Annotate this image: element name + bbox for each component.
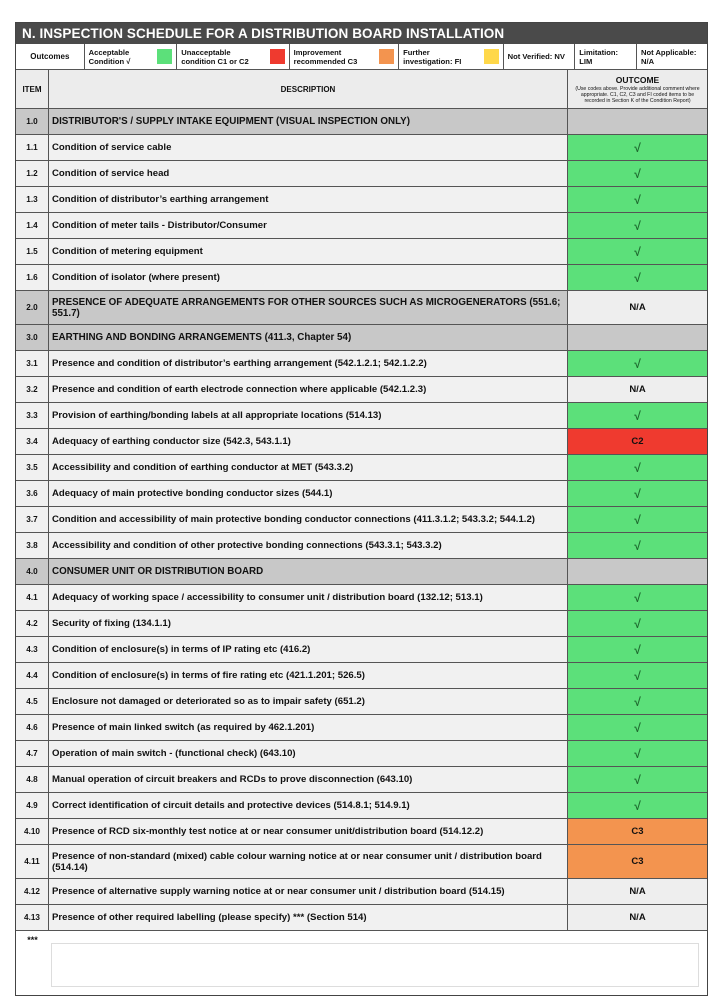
row-item-number: 1.6 — [16, 265, 49, 290]
row-description: Adequacy of main protective bonding conductor sizes (544.1) — [49, 481, 568, 506]
table-row — [16, 533, 707, 559]
row-item-number: 4.2 — [16, 611, 49, 636]
row-outcome-check[interactable]: √ — [568, 767, 707, 792]
row-outcome-check[interactable]: √ — [568, 481, 707, 506]
row-description: Presence and condition of earth electrode connection where applicable (542.1.2.3) — [49, 377, 568, 402]
row-item-number: 4.10 — [16, 819, 49, 844]
row-description: Presence of non-standard (mixed) cable colour warning notice at or near consumer unit / distribution board (514.14) — [49, 845, 568, 878]
row-outcome-check[interactable]: √ — [568, 403, 707, 428]
row-description: Adequacy of earthing conductor size (542.3, 543.1.1) — [49, 429, 568, 454]
row-outcome[interactable]: N/A — [568, 377, 707, 402]
legend-not-applicable — [637, 44, 707, 69]
legend-not-verified — [504, 44, 576, 69]
row-description: Provision of earthing/bonding labels at all appropriate locations (514.13) — [49, 403, 568, 428]
legend-improvement-text: Improvement recommended C3 — [293, 47, 358, 66]
notes-field[interactable] — [51, 943, 699, 987]
row-item-number: 2.0 — [16, 291, 49, 324]
row-outcome-check[interactable]: √ — [568, 187, 707, 212]
table-row — [16, 265, 707, 291]
outcomes-legend — [16, 44, 707, 70]
legend-further-investigation — [399, 44, 503, 69]
row-description: Presence of alternative supply warning notice at or near consumer unit / distribution board (514.15) — [49, 879, 568, 904]
table-row — [16, 905, 707, 931]
row-description: Condition of isolator (where present) — [49, 265, 568, 290]
legend-improvement — [290, 44, 399, 69]
table-row — [16, 741, 707, 767]
table-row — [16, 325, 707, 351]
row-item-number: 4.5 — [16, 689, 49, 714]
row-item-number: 4.1 — [16, 585, 49, 610]
row-description: Condition of distributor’s earthing arrangement — [49, 187, 568, 212]
table-row — [16, 481, 707, 507]
row-item-number: 4.3 — [16, 637, 49, 662]
table-row — [16, 377, 707, 403]
row-outcome-check[interactable]: √ — [568, 239, 707, 264]
row-outcome[interactable]: N/A — [568, 905, 707, 930]
row-outcome-check[interactable]: √ — [568, 663, 707, 688]
table-row — [16, 715, 707, 741]
table-row — [16, 109, 707, 135]
row-description: Condition of enclosure(s) in terms of fire rating etc (421.1.201; 526.5) — [49, 663, 568, 688]
row-outcome-check[interactable]: √ — [568, 213, 707, 238]
notes-marker: *** — [27, 935, 38, 945]
legend-acceptable — [85, 44, 178, 69]
inspection-schedule-sheet — [15, 22, 708, 996]
row-outcome-check[interactable]: √ — [568, 161, 707, 186]
row-description: Condition of service head — [49, 161, 568, 186]
row-description: Presence of RCD six-monthly test notice at or near consumer unit/distribution board (514.12.2) — [49, 819, 568, 844]
table-row — [16, 403, 707, 429]
header-description: DESCRIPTION — [49, 70, 568, 108]
row-outcome[interactable] — [568, 109, 707, 134]
legend-not-verified-text: Not Verified: NV — [507, 52, 565, 61]
table-row — [16, 187, 707, 213]
row-outcome-check[interactable]: √ — [568, 585, 707, 610]
table-row — [16, 819, 707, 845]
table-row — [16, 239, 707, 265]
row-outcome-check[interactable]: √ — [568, 715, 707, 740]
row-item-number: 4.6 — [16, 715, 49, 740]
row-description: Operation of main switch - (functional check) (643.10) — [49, 741, 568, 766]
row-item-number: 3.1 — [16, 351, 49, 376]
legend-unacceptable — [177, 44, 289, 69]
row-outcome-check[interactable]: √ — [568, 265, 707, 290]
legend-limitation — [575, 44, 637, 69]
table-row — [16, 611, 707, 637]
legend-improvement-swatch — [379, 49, 394, 64]
legend-unacceptable-text: Unacceptable condition C1 or C2 — [181, 47, 249, 66]
row-outcome-check[interactable]: √ — [568, 455, 707, 480]
row-description: PRESENCE OF ADEQUATE ARRANGEMENTS FOR OTHER SOURCES SUCH AS MICROGENERATORS (551.6; 551.7) — [49, 291, 568, 324]
row-description: Condition of meter tails - Distributor/Consumer — [49, 213, 568, 238]
row-description: Condition of metering equipment — [49, 239, 568, 264]
legend-limitation-text: Limitation: LIM — [579, 47, 619, 66]
row-description: Condition of enclosure(s) in terms of IP rating etc (416.2) — [49, 637, 568, 662]
header-outcome-note: (Use codes above. Provide additional comment where appropriate. C1, C2, C3 and FI coded items to be recorded in Section K of the Condition Report) — [575, 85, 700, 104]
row-outcome-check[interactable]: √ — [568, 689, 707, 714]
row-outcome-check[interactable]: √ — [568, 351, 707, 376]
table-row — [16, 135, 707, 161]
table-row — [16, 161, 707, 187]
page-title: N. INSPECTION SCHEDULE FOR A DISTRIBUTION BOARD INSTALLATION — [16, 23, 707, 44]
row-description: Accessibility and condition of other protective bonding connections (543.3.1; 543.3.2) — [49, 533, 568, 558]
legend-unacceptable-swatch — [270, 49, 285, 64]
row-item-number: 4.0 — [16, 559, 49, 584]
row-item-number: 4.12 — [16, 879, 49, 904]
table-header — [16, 70, 707, 109]
row-item-number: 4.7 — [16, 741, 49, 766]
legend-further-investigation-swatch — [484, 49, 499, 64]
table-row — [16, 213, 707, 239]
row-outcome-check[interactable]: √ — [568, 611, 707, 636]
row-outcome[interactable]: C2 — [568, 429, 707, 454]
table-row — [16, 429, 707, 455]
row-outcome[interactable]: N/A — [568, 879, 707, 904]
row-item-number: 4.11 — [16, 845, 49, 878]
row-outcome-check[interactable]: √ — [568, 135, 707, 160]
row-outcome[interactable] — [568, 559, 707, 584]
row-description: Presence of other required labelling (please specify) *** (Section 514) — [49, 905, 568, 930]
row-item-number: 3.6 — [16, 481, 49, 506]
row-outcome-check[interactable]: √ — [568, 793, 707, 818]
table-row — [16, 793, 707, 819]
row-item-number: 1.4 — [16, 213, 49, 238]
row-item-number: 4.4 — [16, 663, 49, 688]
row-item-number: 1.5 — [16, 239, 49, 264]
legend-label: Outcomes — [16, 44, 85, 69]
table-row — [16, 351, 707, 377]
row-item-number: 3.8 — [16, 533, 49, 558]
row-item-number: 3.2 — [16, 377, 49, 402]
row-description: Accessibility and condition of earthing conductor at MET (543.3.2) — [49, 455, 568, 480]
legend-acceptable-text: Acceptable Condition √ — [88, 47, 131, 66]
row-item-number: 1.1 — [16, 135, 49, 160]
table-row — [16, 879, 707, 905]
inspection-rows — [16, 109, 707, 931]
row-item-number: 1.3 — [16, 187, 49, 212]
header-outcome-title: OUTCOME — [615, 74, 660, 85]
legend-not-applicable-text: Not Applicable: N/A — [640, 47, 697, 66]
table-row — [16, 291, 707, 325]
row-item-number: 1.0 — [16, 109, 49, 134]
table-row — [16, 455, 707, 481]
table-row — [16, 689, 707, 715]
row-description: Security of fixing (134.1.1) — [49, 611, 568, 636]
row-item-number: 4.13 — [16, 905, 49, 930]
row-description: EARTHING AND BONDING ARRANGEMENTS (411.3, Chapter 54) — [49, 325, 568, 350]
header-item: ITEM — [16, 70, 49, 108]
row-outcome-check[interactable]: √ — [568, 507, 707, 532]
row-item-number: 4.9 — [16, 793, 49, 818]
row-item-number: 3.3 — [16, 403, 49, 428]
row-outcome[interactable]: C3 — [568, 845, 707, 878]
row-item-number: 3.0 — [16, 325, 49, 350]
table-row — [16, 559, 707, 585]
row-outcome[interactable]: C3 — [568, 819, 707, 844]
row-description: Presence of main linked switch (as required by 462.1.201) — [49, 715, 568, 740]
row-description: Adequacy of working space / accessibility to consumer unit / distribution board (132.12; 513.1) — [49, 585, 568, 610]
table-row — [16, 507, 707, 533]
row-description: Manual operation of circuit breakers and RCDs to prove disconnection (643.10) — [49, 767, 568, 792]
row-description: Presence and condition of distributor’s earthing arrangement (542.1.2.1; 542.1.2.2) — [49, 351, 568, 376]
row-outcome-check[interactable]: √ — [568, 741, 707, 766]
legend-acceptable-swatch — [157, 49, 172, 64]
row-item-number: 1.2 — [16, 161, 49, 186]
row-outcome[interactable]: N/A — [568, 291, 707, 324]
table-row — [16, 767, 707, 793]
table-row — [16, 637, 707, 663]
row-item-number: 4.8 — [16, 767, 49, 792]
row-outcome[interactable] — [568, 325, 707, 350]
table-row — [16, 663, 707, 689]
row-description: Condition and accessibility of main protective bonding conductor connections (411.3.1.2; 543.3.2; 544.1.2) — [49, 507, 568, 532]
legend-further-investigation-text: Further investigation: FI — [403, 47, 462, 66]
row-description: DISTRIBUTOR'S / SUPPLY INTAKE EQUIPMENT (VISUAL INSPECTION ONLY) — [49, 109, 568, 134]
notes-section — [16, 931, 707, 997]
table-row — [16, 585, 707, 611]
row-description: Correct identification of circuit details and protective devices (514.8.1; 514.9.1) — [49, 793, 568, 818]
row-description: Enclosure not damaged or deteriorated so as to impair safety (651.2) — [49, 689, 568, 714]
header-outcome — [568, 70, 707, 108]
row-item-number: 3.5 — [16, 455, 49, 480]
row-outcome-check[interactable]: √ — [568, 637, 707, 662]
row-outcome-check[interactable]: √ — [568, 533, 707, 558]
row-description: CONSUMER UNIT OR DISTRIBUTION BOARD — [49, 559, 568, 584]
row-description: Condition of service cable — [49, 135, 568, 160]
table-row — [16, 845, 707, 879]
row-item-number: 3.4 — [16, 429, 49, 454]
row-item-number: 3.7 — [16, 507, 49, 532]
